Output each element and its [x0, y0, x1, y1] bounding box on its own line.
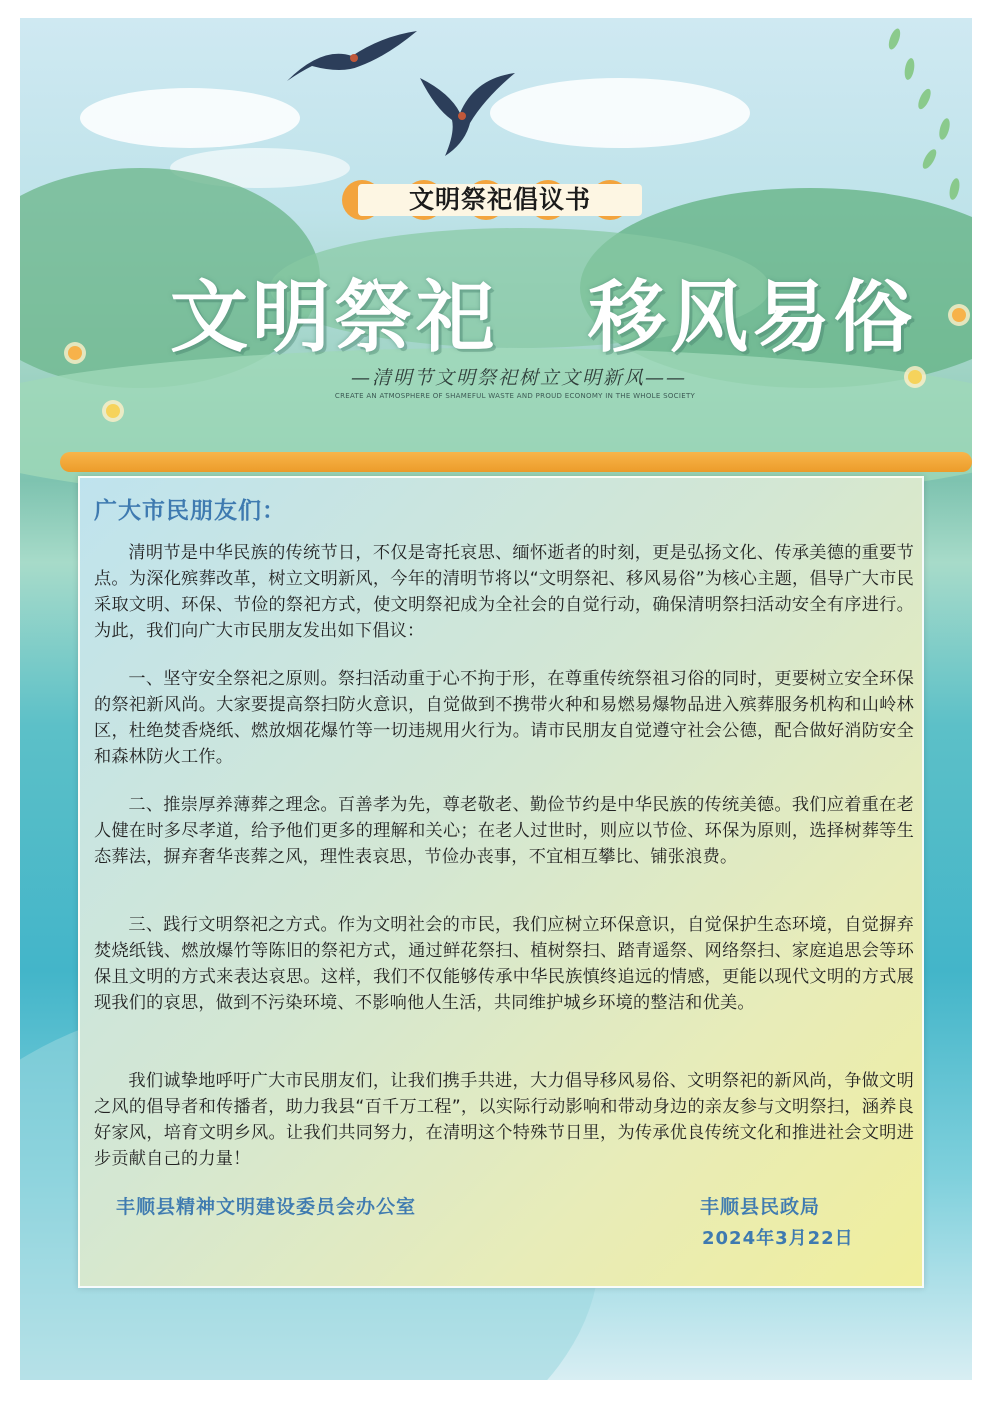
main-title-right: 移风易俗	[588, 273, 917, 363]
swallow-icon	[282, 26, 422, 96]
willow-leaf	[937, 117, 951, 141]
paragraph-point-1: 一、坚守安全祭祀之原则。祭扫活动重于心不拘于形，在尊重传统祭祖习俗的同时，更要树立安全环保的祭祀新风尚。大家要提高祭扫防火意识，自觉做到不携带火种和易燃易爆物品进入殡葬服务机构和山岭林区，杜绝焚香烧纸、燃放烟花爆竹等一切违规用火行为。请市民朋友自觉遵守社会公德，配合做好消防安全和森林防火工作。	[94, 669, 914, 767]
willow-leaf	[920, 147, 939, 171]
signature-date: 2024年3月22日	[702, 1228, 854, 1249]
paragraph-point-2: 二、推崇厚养薄葬之理念。百善孝为先，尊老敬老、勤俭节约是中华民族的传统美德。我们应着重在老人健在时多尽孝道，给予他们更多的理解和关心；在老人过世时，则应以节俭、环保为原则，选择树葬等生态葬法，摒弃奢华丧葬之风，理性表哀思，节俭办丧事，不宜相互攀比、铺张浪费。	[94, 795, 914, 867]
flower-icon	[908, 370, 922, 384]
letter-panel	[78, 476, 924, 1288]
cloud-shape	[490, 78, 750, 148]
paragraph-closing: 我们诚挚地呼吁广大市民朋友们，让我们携手共进，大力倡导移风易俗、文明祭祀的新风尚，争做文明之风的倡导者和传播者，助力我县“百千万工程”，以实际行动影响和带动身边的亲友参与文明祭扫，涵养良好家风，培育文明乡风。让我们共同努力，在清明这个特殊节日里，为传承优良传统文化和推进社会文明进步贡献自己的力量！	[94, 1071, 914, 1169]
poster	[20, 18, 972, 1380]
signature-right: 丰顺县民政局	[700, 1196, 821, 1218]
flower-icon	[952, 308, 966, 322]
subtitle: —清明节文明祭祀树立文明新风——	[350, 367, 687, 389]
divider-bar	[60, 452, 972, 472]
greeting: 广大市民朋友们：	[94, 498, 286, 524]
paragraph-point-3: 三、践行文明祭祀之方式。作为文明社会的市民，我们应树立环保意识，自觉保护生态环境，自觉摒弃焚烧纸钱、燃放爆竹等陈旧的祭祀方式，通过鲜花祭扫、植树祭扫、踏青遥祭、网络祭扫、家庭追思会等环保且文明的方式来表达哀思。这样，我们不仅能够传承中华民族慎终追远的情感，更能以现代文明的方式展现我们的哀思，做到不污染环境、不影响他人生活，共同维护城乡环境的整洁和优美。	[94, 915, 914, 1013]
title-banner	[342, 178, 658, 222]
signature-left: 丰顺县精神文明建设委员会办公室	[116, 1196, 417, 1218]
flower-icon	[106, 404, 120, 418]
cloud-shape	[80, 88, 300, 148]
banner-title: 文明祭祀倡议书	[408, 185, 591, 214]
willow-leaf	[916, 87, 933, 111]
flower-icon	[68, 346, 82, 360]
paragraph-intro: 清明节是中华民族的传统节日，不仅是寄托哀思、缅怀逝者的时刻，更是弘扬文化、传承美德的重要节点。为深化殡葬改革，树立文明新风，今年的清明节将以“文明祭祀、移风易俗”为核心主题，倡导广大市民采取文明、环保、节俭的祭祀方式，使文明祭祀成为全社会的自觉行动，确保清明祭扫活动安全有序进行。为此，我们向广大市民朋友发出如下倡议：	[94, 543, 914, 641]
english-subtitle: CREATE AN ATMOSPHERE OF SHAMEFUL WASTE AND PROUD ECONOMY IN THE WHOLE SOCIETY	[334, 392, 696, 400]
willow-leaf	[887, 27, 903, 51]
willow-leaf	[948, 177, 961, 200]
swallow-icon	[410, 58, 520, 158]
main-title-left: 文明祭祀	[170, 273, 499, 363]
willow-leaf	[903, 57, 916, 80]
